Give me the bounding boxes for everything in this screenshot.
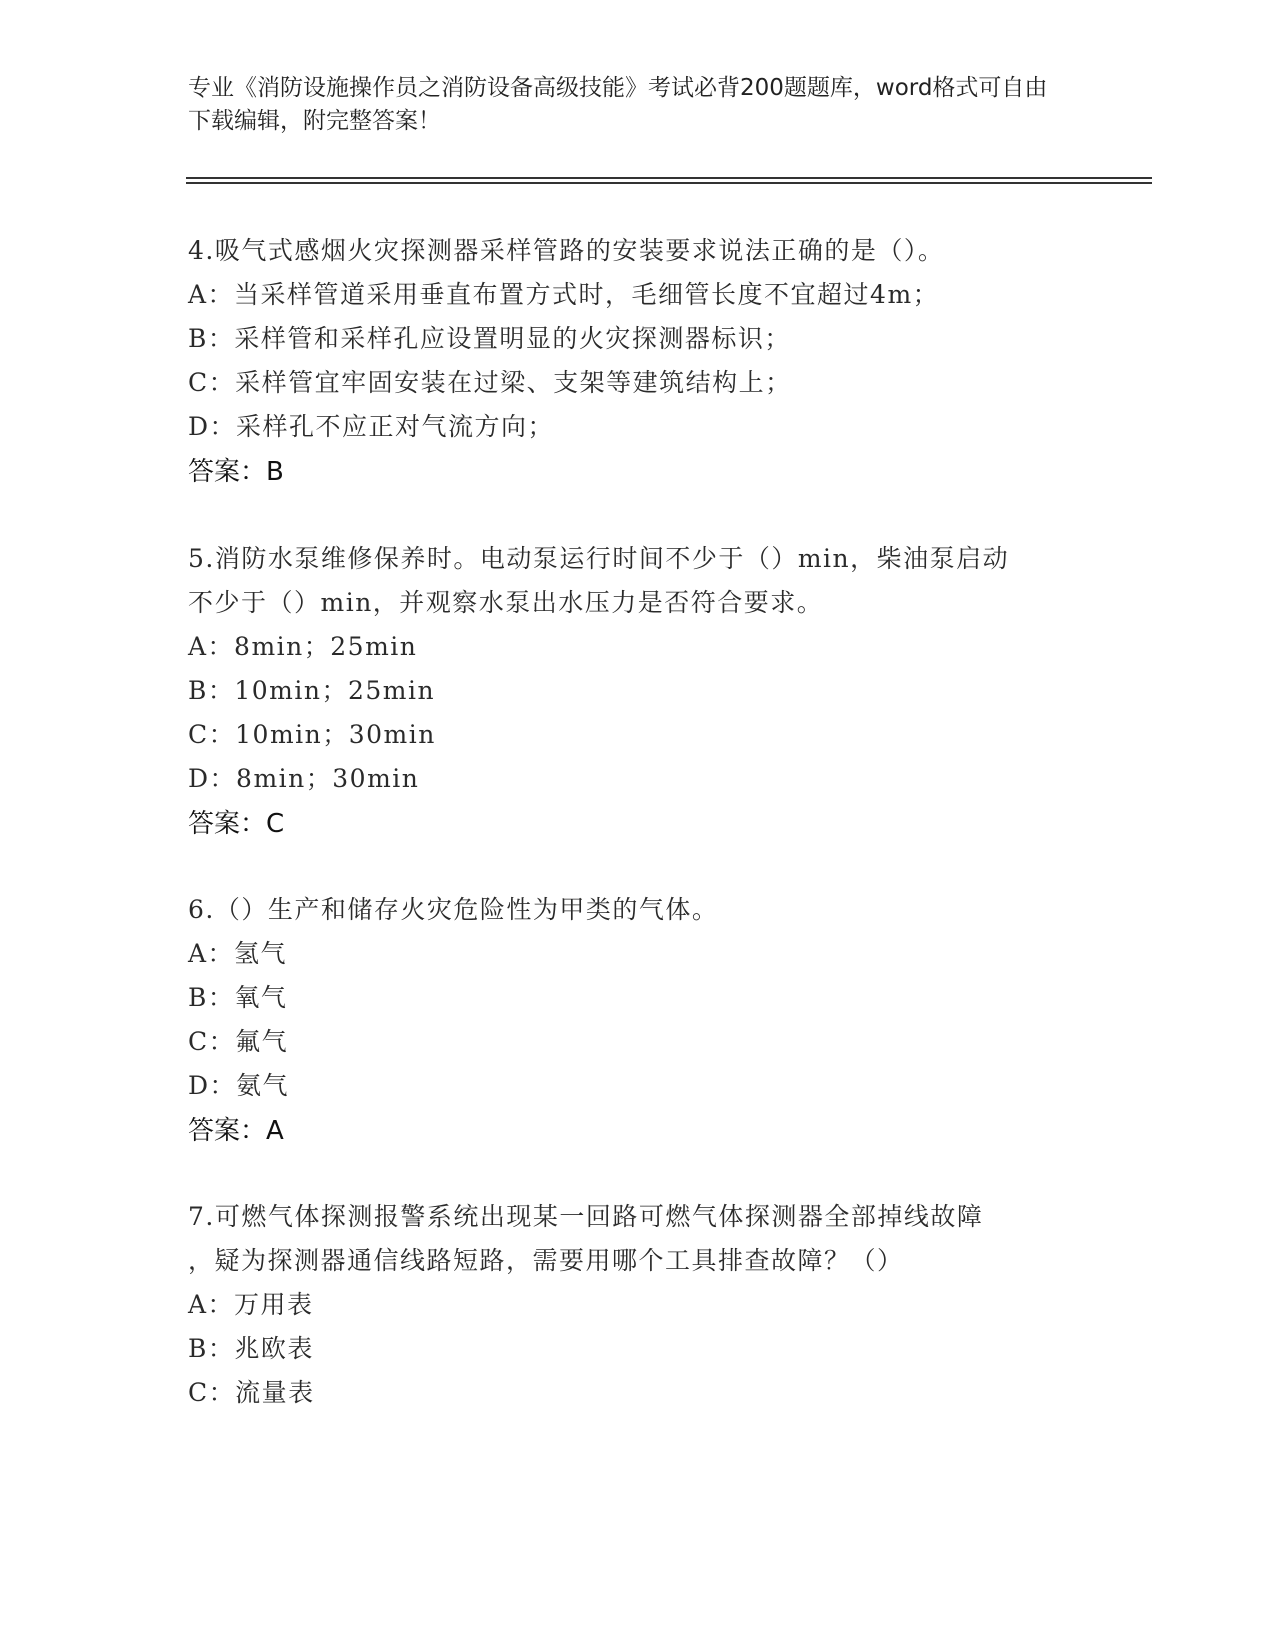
question-stem: 7.可燃气体探测报警系统出现某一回路可燃气体探测器全部掉线故障	[188, 1202, 984, 1231]
option-a: A：氢气	[188, 939, 288, 968]
option-b: B：兆欧表	[188, 1334, 314, 1363]
header-divider-top	[186, 177, 1152, 179]
option-c: C：流量表	[188, 1378, 315, 1407]
question-stem: 4.吸气式感烟火灾探测器采样管路的安装要求说法正确的是（）。	[188, 236, 945, 265]
question-stem: 5.消防水泵维修保养时。电动泵运行时间不少于（）min，柴油泵启动	[188, 544, 1010, 573]
header-divider-bottom	[186, 182, 1152, 184]
answer-label: 答案：B	[188, 457, 284, 487]
option-c: C：氟气	[188, 1027, 289, 1056]
document-title: 专业《消防设施操作员之消防设备高级技能》考试必背200题题库，word格式可自由下载编辑，附完整答案！	[188, 75, 1048, 134]
option-d: D：氨气	[188, 1071, 290, 1100]
option-c: C：采样管宜牢固安装在过梁、支架等建筑结构上；	[188, 368, 792, 397]
option-a: A：当采样管道采用垂直布置方式时，毛细管长度不宜超过4m；	[188, 280, 940, 309]
option-b: B：采样管和采样孔应设置明显的火灾探测器标识；	[188, 324, 791, 353]
option-c: C：10min；30min	[188, 720, 436, 749]
option-a: A：万用表	[188, 1290, 314, 1319]
answer-label: 答案：C	[188, 809, 285, 839]
question-stem-continued: 不少于（）min，并观察水泵出水压力是否符合要求。	[188, 588, 824, 617]
option-b: B：10min；25min	[188, 676, 436, 705]
option-b: B：氧气	[188, 983, 288, 1012]
option-a: A：8min；25min	[188, 632, 418, 661]
answer-label: 答案：A	[188, 1116, 284, 1146]
option-d: D：8min；30min	[188, 764, 420, 793]
question-stem-continued: ，疑为探测器通信线路短路，需要用哪个工具排查故障？（）	[188, 1246, 904, 1275]
question-stem: 6.（）生产和储存火灾危险性为甲类的气体。	[188, 895, 719, 924]
option-d: D：采样孔不应正对气流方向；	[188, 412, 555, 441]
